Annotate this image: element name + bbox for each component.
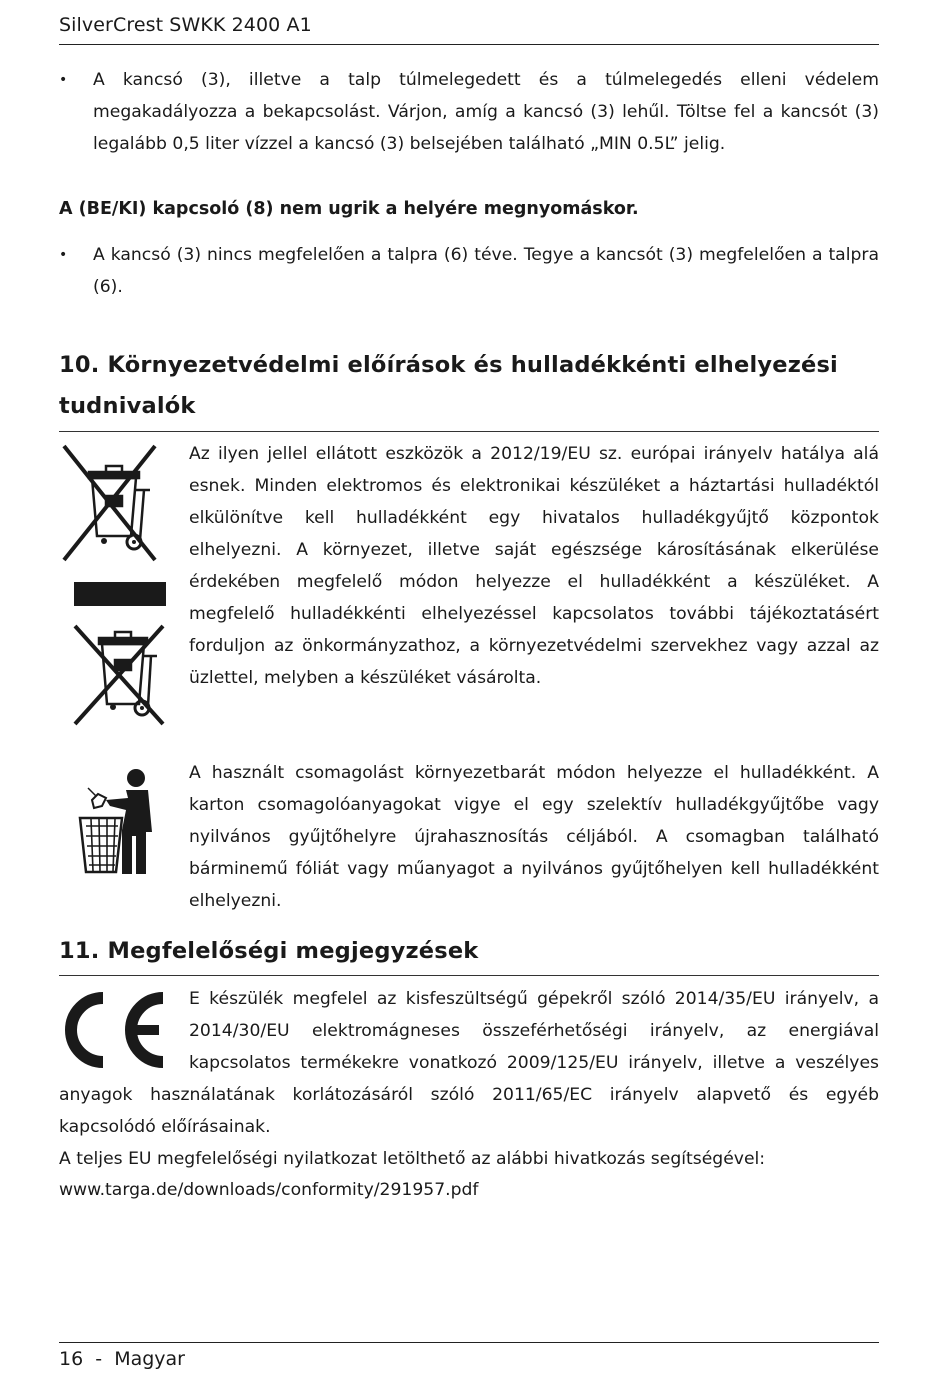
- bullet-marker: •: [59, 72, 68, 88]
- section-10-title: 10. Környezetvédelmi előírások és hulladékkénti elhelyezési tudnivalók: [59, 352, 838, 419]
- footer-rule: [59, 1342, 879, 1343]
- weee-disposal-text: Az ilyen jellel ellátott eszközök a 2012/19/EU sz. európai irányelv hatálya alá esnek. Minden elektromos és elektronikai készüléket a háztartási hulladéktól elkülönítve kell hulladékként egy hivatalos hulladékgyűjtő központok elhelyezni. A környezet, illetve saját egészsége károsításának elkerülése érdekében megfelelő módon helyezze el hulladékként a készüléket. A megfelelő hulladékkénti elhelyezéssel kapcsolatos további tájékoztatásért forduljon az önkormányzathoz, a környezetvédelmi szervekhez vagy azzal az üzlettel, melyben a készüléket vásárolta.: [189, 444, 879, 688]
- ce-mark-icon: [59, 990, 171, 1070]
- troubleshoot-bullet-1: A kancsó (3), illetve a talp túlmelegedett és a túlmelegedés elleni védelem megakadályozza a bekapcsolást. Várjon, amíg a kancsó (3) lehűl. Töltse fel a kancsót (3) legalább 0,5 liter vízzel a kancsó (3) belsejében található „MIN 0.5L” jelig.: [93, 70, 879, 154]
- running-header: SilverCrest SWKK 2400 A1: [59, 14, 312, 36]
- ce-text-line-3: kapcsolatos termékekre vonatkozó 2009/125/EU irányelv, illetve a veszélyes: [189, 1053, 879, 1073]
- troubleshoot-subheading: A (BE/KI) kapcsoló (8) nem ugrik a helyére megnyomáskor.: [59, 199, 639, 219]
- weee-bar-icon: [74, 582, 166, 606]
- page-footer: 16 - Magyar: [59, 1348, 185, 1370]
- ce-text-continuation: anyagok használatának korlátozásáról szóló 2011/65/EC irányelv alapvető és egyéb kapcsolódó előírásainak.: [59, 1085, 879, 1137]
- weee-crossed-bin-icon: [62, 444, 157, 562]
- section-11-rule: [59, 975, 879, 976]
- ce-text-line-1: E készülék megfelel az kisfeszültségű gépekről szóló 2014/35/EU irányelv, a: [189, 989, 879, 1009]
- tidyman-icon: [76, 766, 166, 876]
- header-rule: [59, 44, 879, 45]
- ce-text-line-2: 2014/30/EU elektromágneses összeférhetőségi irányelv, az energiával: [189, 1021, 879, 1041]
- troubleshoot-bullet-2: A kancsó (3) nincs megfelelően a talpra (6) téve. Tegye a kancsót (3) megfelelően a talpra (6).: [93, 245, 879, 297]
- weee-crossed-bin-icon: [73, 624, 165, 726]
- declaration-text: A teljes EU megfelelőségi nyilatkozat letölthető az alábbi hivatkozás segítségével:: [59, 1149, 766, 1169]
- packaging-disposal-text: A használt csomagolást környezetbarát módon helyezze el hulladékként. A karton csomagolóanyagokat vigye el egy szelektív hulladékgyűjtőbe vagy nyilvános gyűjtőhelyre újrahasznosítás céljából. A csomagban található bárminemű fóliát vagy műanyagot a nyilvános gyűjtőhelyen kell hulladékként elhelyezni.: [189, 763, 879, 911]
- section-11-title: 11. Megfelelőségi megjegyzések: [59, 938, 479, 964]
- section-10-rule: [59, 431, 879, 432]
- conformity-url-link[interactable]: www.targa.de/downloads/conformity/291957.pdf: [59, 1180, 479, 1200]
- bullet-marker: •: [59, 247, 68, 263]
